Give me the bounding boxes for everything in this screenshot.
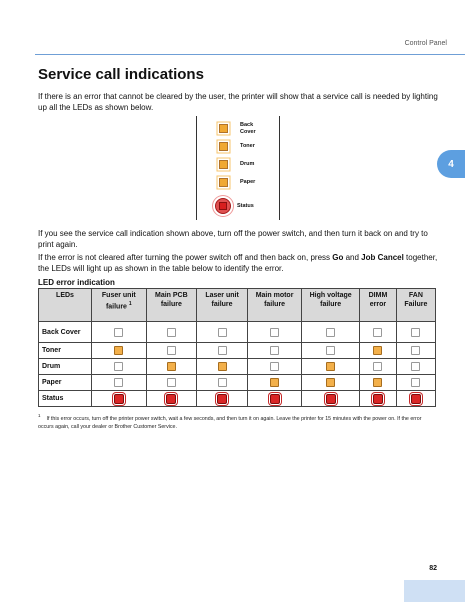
- led-panel-illustration: [196, 116, 280, 220]
- led-cell: [302, 343, 360, 359]
- led-cell: [92, 375, 147, 391]
- led-off-icon: [326, 346, 335, 355]
- led-off-icon: [167, 346, 176, 355]
- led-cell: [248, 359, 302, 375]
- led-off-icon: [114, 362, 123, 371]
- header-laser: Laser unit failure: [197, 289, 248, 322]
- panel-label: Toner: [240, 143, 255, 150]
- led-off-icon: [218, 328, 227, 337]
- led-error-table: [38, 288, 436, 407]
- panel-label: Drum: [240, 161, 255, 168]
- header-fan: FAN Failure: [396, 289, 435, 322]
- table-row: [39, 359, 436, 375]
- led-cell: [248, 343, 302, 359]
- status-led-icon: [217, 394, 227, 404]
- led-off-icon: [373, 328, 382, 337]
- header-fuser: Fuser unit failure $^1$: [92, 289, 147, 322]
- led-cell: [92, 359, 147, 375]
- status-led-icon: [373, 394, 383, 404]
- led-cell: [146, 322, 196, 343]
- page-title: Service call indications: [38, 66, 204, 83]
- running-header: Control Panel: [404, 40, 447, 47]
- led-off-icon: [373, 362, 382, 371]
- led-cell: [360, 322, 397, 343]
- status-led-icon: [215, 198, 231, 214]
- led-cell: [302, 359, 360, 375]
- paragraph-power-cycle: If you see the service call indication shown above, turn off the power switch, and then turn it back on and try to print again.: [38, 229, 428, 249]
- go-key: Go: [332, 253, 344, 262]
- led-lit-icon: [326, 378, 335, 387]
- chapter-tab: 4: [437, 150, 465, 178]
- led-off-icon: [270, 346, 279, 355]
- led-off-icon: [270, 328, 279, 337]
- led-off-icon: [167, 378, 176, 387]
- led-cell: [360, 359, 397, 375]
- job-cancel-key: Job Cancel: [361, 253, 404, 262]
- status-led-icon: [411, 394, 421, 404]
- led-cell: [248, 322, 302, 343]
- led-cell: [146, 375, 196, 391]
- led-cell: [302, 322, 360, 343]
- header-main-motor: Main motor failure: [248, 289, 302, 322]
- led-cell: [92, 343, 147, 359]
- row-label: Toner: [39, 343, 92, 359]
- led-cell: [197, 359, 248, 375]
- table-title: LED error indication: [38, 278, 115, 287]
- led-cell: [360, 375, 397, 391]
- paragraph-identify-error: If the error is not cleared after turning the power switch off and then back on, press Go and Job Cancel together, the LEDs will light up as shown in the table below to identify the error.: [38, 253, 438, 273]
- header-main-pcb: Main PCB failure: [146, 289, 196, 322]
- led-off-icon: [114, 328, 123, 337]
- footnote-text: If this error occurs, turn off the printer power switch, wait a few seconds, and then turn it on again. Leave the printer for 15 minutes with the power on. If the error occurs again, call your dealer or Brother Customer Service.: [38, 415, 422, 430]
- led-off-icon: [411, 378, 420, 387]
- row-label: Status: [39, 391, 92, 407]
- footnote-mark: 1: [38, 413, 41, 418]
- panel-label: Paper: [240, 179, 256, 186]
- header-rule: [35, 54, 465, 55]
- led-cell: [248, 375, 302, 391]
- status-led-icon: [166, 394, 176, 404]
- panel-led-paper: [219, 178, 255, 187]
- panel-label-line2: Cover: [240, 128, 256, 135]
- led-cell: [146, 343, 196, 359]
- row-label: Drum: [39, 359, 92, 375]
- footer-bar: [404, 580, 465, 602]
- led-cell: [197, 343, 248, 359]
- table-body: [39, 322, 436, 407]
- table-row: [39, 375, 436, 391]
- led-cell: [302, 391, 360, 407]
- status-led-icon: [326, 394, 336, 404]
- led-cell: [197, 375, 248, 391]
- led-icon: [219, 160, 228, 169]
- table-row: [39, 322, 436, 343]
- page-number: 82: [429, 565, 437, 572]
- led-lit-icon: [167, 362, 176, 371]
- led-off-icon: [270, 362, 279, 371]
- led-cell: [360, 391, 397, 407]
- led-cell: [92, 391, 147, 407]
- led-cell: [92, 322, 147, 343]
- panel-led-toner: [219, 142, 255, 151]
- led-off-icon: [411, 346, 420, 355]
- header-high-voltage: High voltage failure: [302, 289, 360, 322]
- led-cell: [396, 359, 435, 375]
- panel-label: Status: [237, 202, 254, 209]
- led-off-icon: [326, 328, 335, 337]
- led-cell: [302, 375, 360, 391]
- status-led-icon: [270, 394, 280, 404]
- table-row: [39, 391, 436, 407]
- led-off-icon: [411, 328, 420, 337]
- led-icon: [219, 178, 228, 187]
- led-cell: [197, 322, 248, 343]
- led-cell: [396, 391, 435, 407]
- led-cell: [146, 359, 196, 375]
- header-leds: LEDs: [39, 289, 92, 322]
- led-cell: [248, 391, 302, 407]
- led-icon: [219, 142, 228, 151]
- footnote: [38, 412, 438, 431]
- led-cell: [197, 391, 248, 407]
- led-cell: [396, 375, 435, 391]
- led-lit-icon: [373, 346, 382, 355]
- led-icon: [219, 124, 228, 133]
- led-off-icon: [218, 346, 227, 355]
- status-led-icon: [114, 394, 124, 404]
- led-lit-icon: [114, 346, 123, 355]
- led-lit-icon: [218, 362, 227, 371]
- intro-paragraph: If there is an error that cannot be cleared by the user, the printer will show that a service call is needed by lighting up all the LEDs as shown below.: [38, 92, 438, 112]
- table-row: [39, 343, 436, 359]
- led-off-icon: [167, 328, 176, 337]
- table-header-row: [39, 289, 436, 322]
- panel-label-line1: Back: [240, 122, 254, 128]
- led-off-icon: [411, 362, 420, 371]
- row-label: Back Cover: [39, 322, 92, 343]
- led-cell: [360, 343, 397, 359]
- header-dimm: DIMM error: [360, 289, 397, 322]
- led-off-icon: [218, 378, 227, 387]
- panel-led-drum: [219, 160, 254, 169]
- footnote-ref: 1: [128, 301, 132, 307]
- led-lit-icon: [373, 378, 382, 387]
- row-label: Paper: [39, 375, 92, 391]
- led-lit-icon: [270, 378, 279, 387]
- led-cell: [396, 343, 435, 359]
- led-off-icon: [114, 378, 123, 387]
- panel-led-back-cover: [219, 122, 256, 135]
- led-cell: [396, 322, 435, 343]
- led-cell: [146, 391, 196, 407]
- led-lit-icon: [326, 362, 335, 371]
- panel-status-led: [219, 198, 254, 214]
